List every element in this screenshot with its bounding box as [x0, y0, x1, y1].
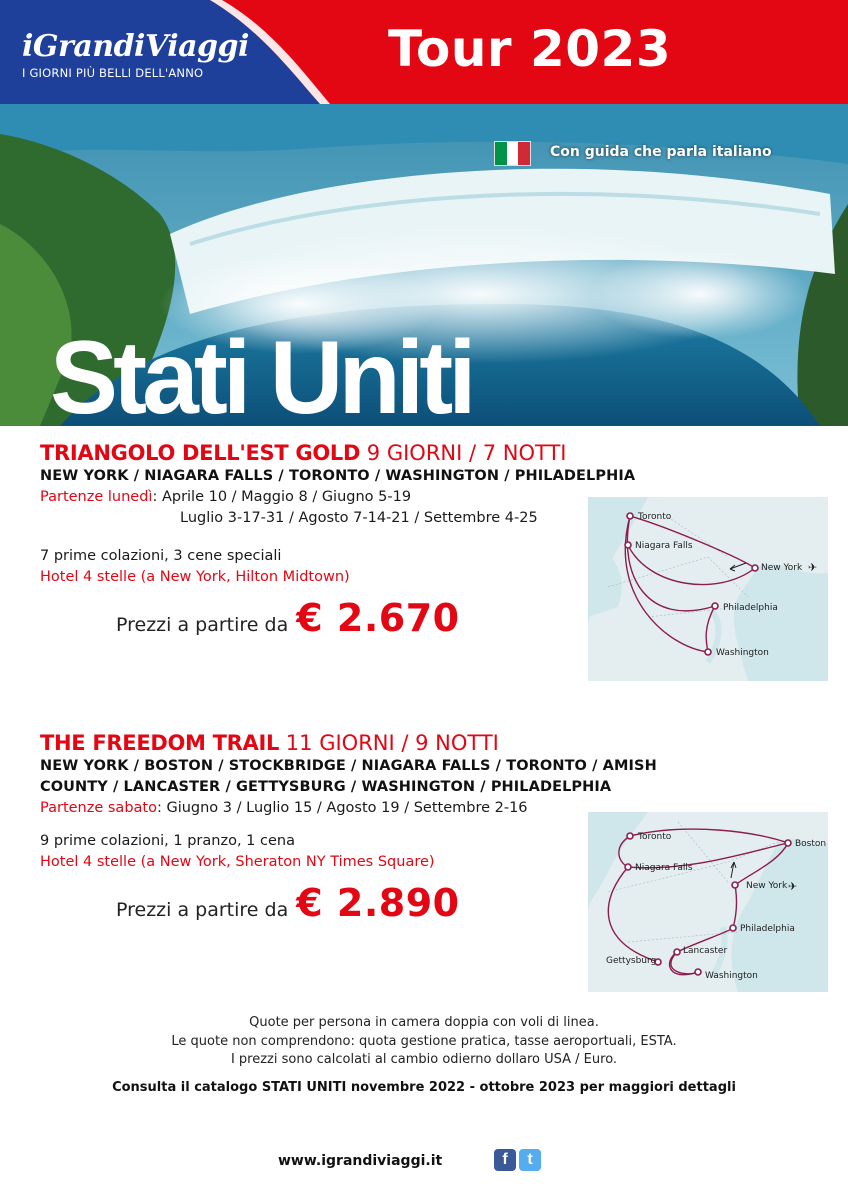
- tour-duration: 11 GIORNI / 9 NOTTI: [285, 731, 499, 755]
- map-label-niagara: Niagara Falls: [635, 863, 693, 873]
- note-line: I prezzi sono calcolati al cambio odierno dollaro USA / Euro.: [230, 1052, 618, 1067]
- tour-hotel: Hotel 4 stelle (a New York, Sheraton NY Times Square): [40, 854, 435, 870]
- map-label-washington: Washington: [705, 971, 758, 981]
- italian-flag-icon: [494, 141, 531, 166]
- map-label-niagara: Niagara Falls: [635, 541, 693, 551]
- page-title: Tour 2023: [388, 20, 672, 78]
- map-label-gettysburg: Gettysburg: [606, 956, 657, 966]
- tour-title: [40, 440, 720, 466]
- tour-name: THE FREEDOM TRAIL: [40, 731, 280, 755]
- italian-guide-note: Con guida che parla italiano: [550, 144, 772, 160]
- brand-logo[interactable]: [22, 30, 249, 80]
- map-label-newyork: New York: [761, 563, 803, 573]
- catalog-note: Consulta il catalogo STATI UNITI novembre 2022 - ottobre 2023 per maggiori dettagli: [112, 1080, 736, 1095]
- tour-duration: 9 GIORNI / 7 NOTTI: [366, 441, 567, 465]
- map-label-toronto: Toronto: [638, 512, 672, 522]
- price-label: Prezzi a partire da: [116, 614, 289, 636]
- departures-label: Partenze sabato: [40, 800, 157, 816]
- tour-name: TRIANGOLO DELL'EST GOLD: [40, 441, 361, 465]
- airplane-icon: ✈: [808, 561, 818, 574]
- tour-meals: 7 prime colazioni, 3 cene speciali: [40, 548, 282, 564]
- header-banner: [0, 0, 848, 104]
- tour-hotel: Hotel 4 stelle (a New York, Hilton Midtown): [40, 569, 350, 585]
- facebook-icon[interactable]: f: [494, 1149, 516, 1171]
- airplane-icon: ✈: [788, 880, 798, 893]
- tour-meals: 9 prime colazioni, 1 pranzo, 1 cena: [40, 833, 295, 849]
- twitter-icon[interactable]: t: [519, 1149, 541, 1171]
- tour-map-triangolo: [588, 497, 828, 681]
- price-value: € 2.670: [296, 596, 460, 640]
- price-notes: [0, 1014, 848, 1070]
- departures-label: Partenze lunedì: [40, 489, 153, 505]
- note-line: Quote per persona in camera doppia con voli di linea.: [249, 1015, 599, 1030]
- price-label: Prezzi a partire da: [116, 899, 289, 921]
- price-value: € 2.890: [296, 881, 460, 925]
- logo-tagline: I GIORNI PIÙ BELLI DELL'ANNO: [22, 66, 204, 80]
- map-label-philadelphia: Philadelphia: [723, 603, 778, 613]
- note-line: Le quote non comprendono: quota gestione pratica, tasse aeroportuali, ESTA.: [171, 1033, 677, 1049]
- website-link[interactable]: www.igrandiviaggi.it: [278, 1153, 443, 1169]
- map-label-washington: Washington: [716, 648, 769, 658]
- destination-title: Stati Uniti: [50, 320, 472, 426]
- tour-cities: NEW YORK / NIAGARA FALLS / TORONTO / WASHINGTON / PHILADELPHIA: [40, 468, 636, 484]
- map-label-boston: Boston: [795, 839, 827, 849]
- map-label-newyork: New York: [746, 881, 788, 891]
- tour-map-freedom-trail: [588, 812, 828, 992]
- tour-cities: NEW YORK / BOSTON / STOCKBRIDGE / NIAGARA FALLS / TORONTO / AMISH: [40, 758, 657, 774]
- map-label-toronto: Toronto: [638, 832, 672, 842]
- departures-dates-2: Luglio 3-17-31 / Agosto 7-14-21 / Settembre 4-25: [180, 510, 538, 526]
- hero-image: [0, 104, 848, 426]
- departures-dates: : Aprile 10 / Maggio 8 / Giugno 5-19: [152, 489, 412, 505]
- tour-cities-2: COUNTY / LANCASTER / GETTYSBURG / WASHINGTON / PHILADELPHIA: [40, 779, 612, 795]
- map-label-lancaster: Lancaster: [683, 946, 728, 956]
- tour-title: [40, 730, 740, 756]
- departures-dates: : Giugno 3 / Luglio 15 / Agosto 19 / Settembre 2-16: [156, 800, 528, 816]
- logo-wordmark: iGrandiViaggi: [22, 29, 249, 64]
- map-label-philadelphia: Philadelphia: [740, 924, 795, 934]
